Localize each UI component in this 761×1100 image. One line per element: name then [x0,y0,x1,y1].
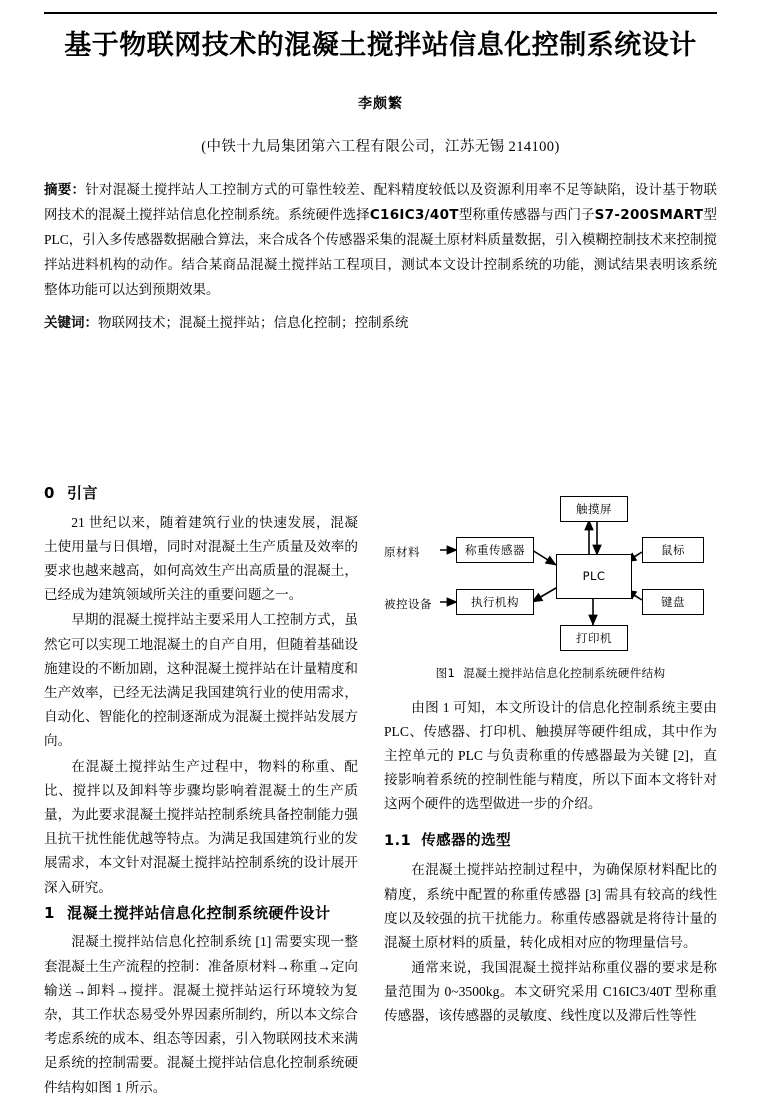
page-title: 基于物联网技术的混凝土搅拌站信息化控制系统设计 [64,30,697,61]
paragraph: 早期的混凝土搅拌站主要采用人工控制方式，虽然它可以实现工地混凝土的自产自用，但随着基础设施建设的不断加剧，这种混凝土搅拌站在计量精度和生产效率，已经无法满足我国建筑行业的使用需求，自动化、智能化的控制逐渐成为混凝土搅拌站发展方向。 [44,612,358,749]
abstract [44,178,717,303]
figure-1-caption-text: 混凝土搅拌站信息化控制系统硬件结构 [463,666,666,680]
figure-1-caption-number: 图1 [435,666,456,680]
abstract-label: 摘要： [44,182,86,199]
abstract-text-3: 型 PLC，引入多传感器数据融合算法，来合成各个传感器采集的混凝土原材料质量数据，引入模糊控制技术来控制搅拌站进料机构的动作。结合某商品混凝土搅拌站工程项目，测试本文设计控制系统的功能，测试结果表明该系统整体功能可以达到预期效果。 [44,207,718,298]
paragraph: 在混凝土搅拌站生产过程中，物料的称重、配比、搅拌以及卸料等步骤均影响着混凝土的生产质量，为此要求混凝土搅拌站控制系统具备控制能力强且抗干扰性能优越等特点。为满足我国建筑行业的发展需求，本文针对混凝土搅拌站控制系统的设计展开深入研究。 [44,758,358,895]
figure-node-weighing-sensor: 称重传感器 [456,537,534,563]
figure-connector-lines [384,480,717,655]
section-number-1: 1 [44,903,55,922]
abstract-emphasis-2: S7-200SMART [594,207,704,224]
figure-node-keyboard: 键盘 [642,589,704,615]
subsection-heading-1-1 [384,829,717,855]
figure-1-diagram [384,480,717,655]
abstract-emphasis-1: C16IC3/40T [369,207,459,224]
figure-label-raw-material: 原材料 [384,545,420,559]
section-number-0: 0 [44,484,55,502]
keywords-text: 物联网技术；混凝土搅拌站；信息化控制；控制系统 [98,314,409,330]
section-heading-1 [44,900,358,927]
abstract-text-2: 型称重传感器与西门子 [458,207,595,223]
keywords-label: 关键词： [44,314,98,331]
section-heading-0 [44,480,358,507]
affiliation: (中铁十九局集团第六工程有限公司，江苏无锡 214100) [201,139,560,156]
figure-node-touchscreen: 触摸屏 [560,496,628,522]
subsection-title-1-1: 传感器的选型 [421,832,512,849]
figure-1 [384,480,717,684]
figure-node-printer: 打印机 [560,625,628,651]
figure-node-mouse: 鼠标 [642,537,704,563]
paragraph: 由图 1 可知，本文所设计的信息化控制系统主要由 PLC、传感器、打印机、触摸屏等硬件组成，其中作为主控单元的 PLC 与负责称重的传感器最为关键 [2]，直接影响着系统的控制性能与精度，所以下面本文将针对这两个硬件的选型做进一步的介绍。 [384,699,717,812]
paragraph: 在混凝土搅拌站控制过程中，为确保原材料配比的精度，系统中配置的称重传感器 [3] 需具有较高的线性度以及较强的抗干扰能力。称重传感器就是将待计量的混凝土原材料的质量，转化成相对应的物理量信号。 [384,862,717,950]
section-title-1: 混凝土搅拌站信息化控制系统硬件设计 [66,903,331,922]
figure-1-caption [384,663,717,684]
column-left [44,480,358,1095]
keywords [44,311,717,336]
author-name: 李颇繁 [358,96,403,113]
subsection-number-1-1: 1.1 [384,832,412,849]
figure-node-actuator: 执行机构 [456,589,534,615]
section-title-0: 引言 [66,484,98,502]
figure-label-controlled-device: 被控设备 [384,597,432,611]
abstract-text-1: 针对混凝土搅拌站人工控制方式的可靠性较差、配料精度较低以及资源利用率不足等缺陷，设计基于物联网技术的混凝土搅拌站信息化控制系统。系统硬件选择 [44,182,717,223]
figure-node-plc: PLC [556,554,632,599]
paragraph: 混凝土搅拌站信息化控制系统 [1] 需要实现一整套混凝土生产流程的控制：准备原材料→称重→定向输送→卸料→搅拌。混凝土搅拌站运行环境较为复杂，其工作状态易受外界因素所制约，所以本文综合考虑系统的成本、组态等因素，引入物联网技术来满足系统的控制需要。混凝土搅拌站信息化控制系统硬件结构如图 1 所示。 [44,934,358,1095]
body-columns [44,480,717,1095]
paragraph: 21 世纪以来，随着建筑行业的快速发展，混凝土使用量与日俱增，同时对混凝土生产质量及效率的要求也越来越高，如何高效生产出高质量的混凝土，已经成为建筑领域所关注的重要问题之一。 [44,514,358,603]
column-right [384,480,717,1024]
paragraph: 通常来说，我国混凝土搅拌站称重仪器的要求是称量范围为 0~3500kg。本文研究采用 C16IC3/40T 型称重传感器，该传感器的灵敏度、线性度以及滞后性等性 [384,960,717,1024]
header-rule [44,12,717,14]
